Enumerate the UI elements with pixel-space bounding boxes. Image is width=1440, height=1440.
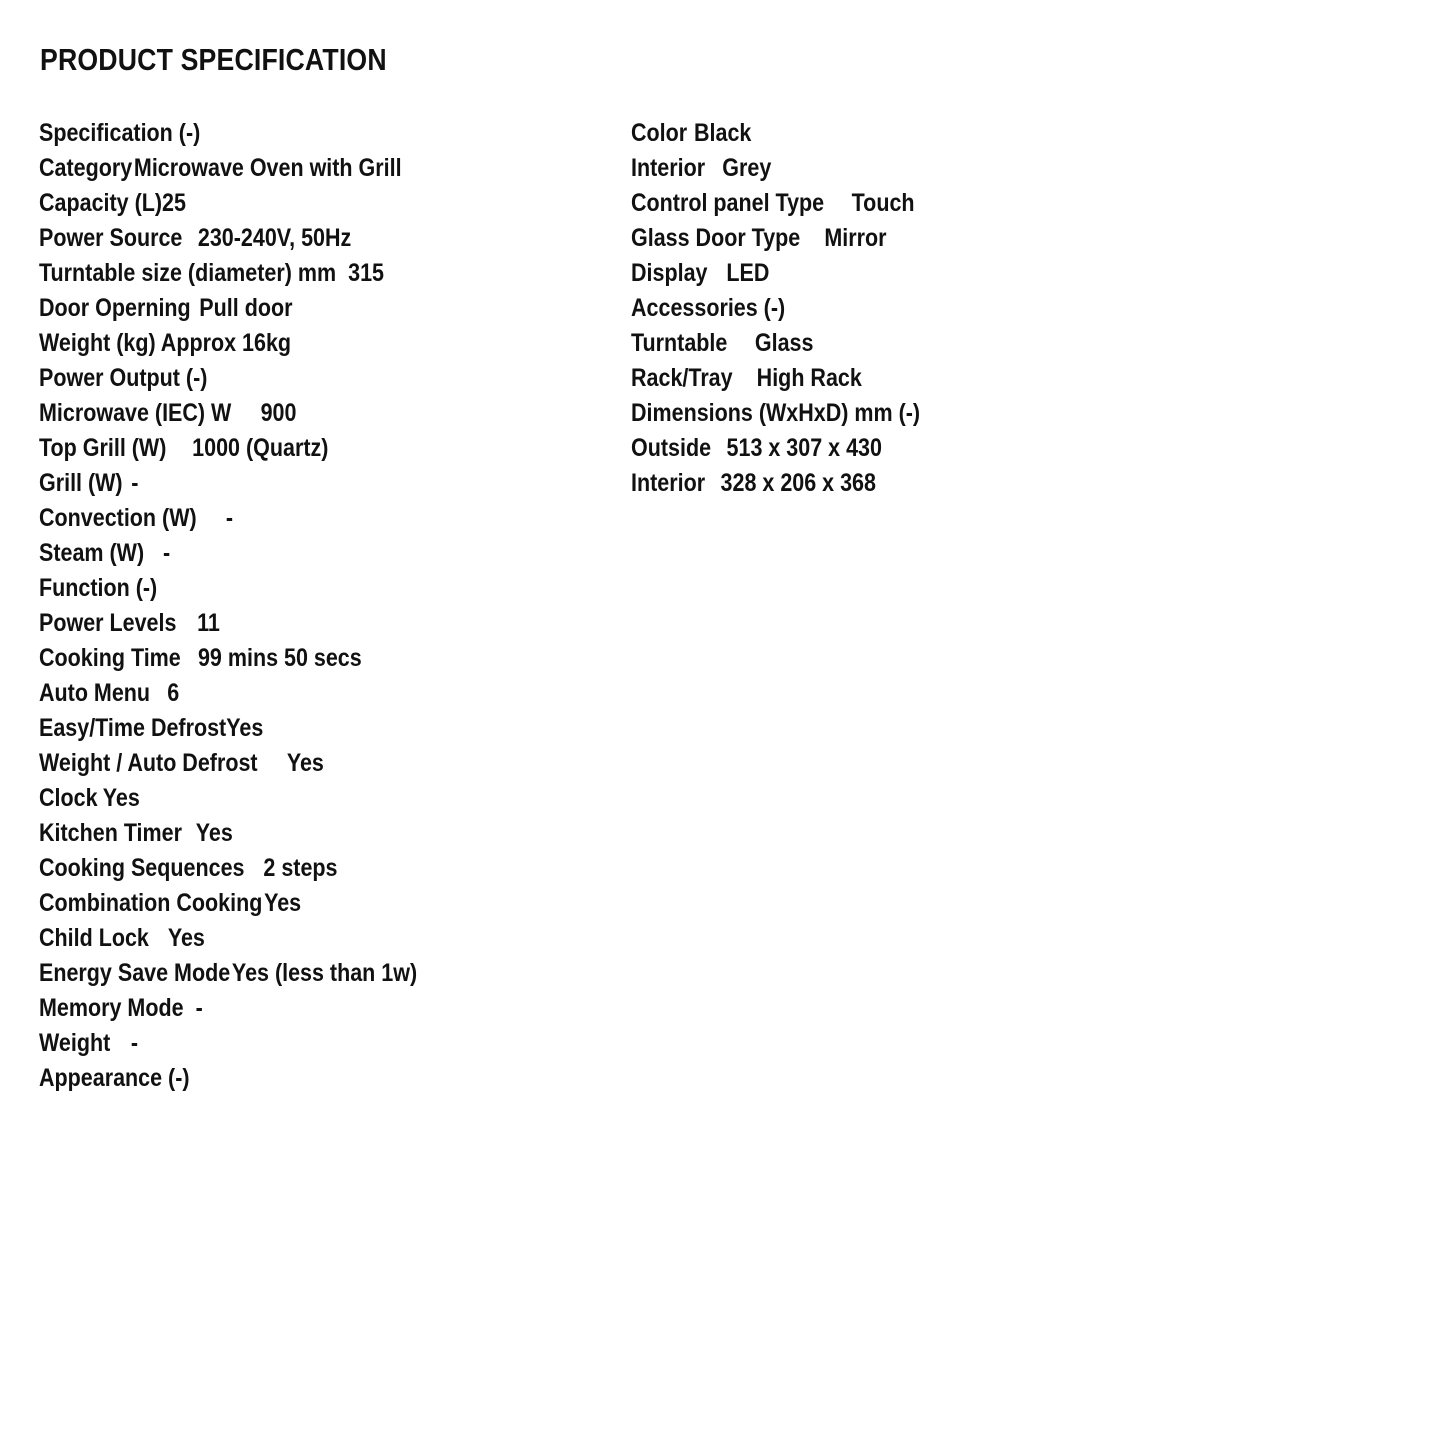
- spec-label: Clock: [39, 784, 98, 812]
- spec-row: [631, 221, 920, 256]
- spec-row: [39, 816, 417, 851]
- spec-value: 328 x 206 x 368: [720, 469, 876, 497]
- spec-label: Grill (W): [39, 469, 123, 497]
- spec-row: [39, 501, 417, 536]
- spec-label: Power Levels: [39, 609, 177, 637]
- spec-row: [39, 256, 417, 291]
- spec-value: 11: [197, 609, 220, 637]
- spec-label: Color: [631, 119, 688, 147]
- spec-label: Convection (W): [39, 504, 197, 532]
- spec-label: Auto Menu: [39, 679, 151, 707]
- spec-row: [39, 221, 417, 256]
- spec-label: Cooking Sequences: [39, 854, 245, 882]
- spec-value: 1000 (Quartz): [192, 434, 329, 462]
- spec-row: [39, 151, 417, 186]
- spec-value: Yes: [102, 784, 140, 812]
- spec-row: [39, 536, 417, 571]
- spec-label: Combination Cooking: [39, 889, 263, 917]
- spec-row: [631, 431, 920, 466]
- spec-label: Interior: [631, 469, 706, 497]
- spec-value: 900: [260, 399, 297, 427]
- spec-row: [39, 361, 417, 396]
- spec-value: Mirror: [824, 224, 887, 252]
- spec-label: Display: [631, 259, 708, 287]
- spec-row: [631, 396, 920, 431]
- spec-row: [39, 641, 417, 676]
- spec-label: Energy Save Mode: [39, 959, 231, 987]
- spec-label: Kitchen Timer: [39, 819, 182, 847]
- spec-value: -: [131, 469, 139, 497]
- spec-label: Specification (-): [39, 119, 201, 147]
- spec-label: Turntable size (diameter) mm: [39, 259, 337, 287]
- spec-row: [39, 886, 417, 921]
- spec-value: 6: [167, 679, 180, 707]
- spec-value: Black: [694, 119, 752, 147]
- spec-label: Child Lock: [39, 924, 149, 952]
- spec-row: [39, 186, 417, 221]
- spec-row: [631, 361, 920, 396]
- spec-row: [39, 781, 417, 816]
- spec-row: [39, 396, 417, 431]
- spec-label: Top Grill (W): [39, 434, 167, 462]
- spec-label: Memory Mode: [39, 994, 184, 1022]
- spec-row: [39, 571, 417, 606]
- spec-row: [631, 326, 920, 361]
- spec-list-right: [631, 116, 967, 501]
- spec-label: Turntable: [631, 329, 728, 357]
- spec-value: Approx 16kg: [160, 329, 292, 357]
- spec-row: [39, 116, 417, 151]
- spec-row: [39, 851, 417, 886]
- spec-row: [631, 291, 920, 326]
- spec-value: Microwave Oven with Grill: [133, 154, 402, 182]
- spec-label: Function (-): [39, 574, 158, 602]
- spec-row: [39, 921, 417, 956]
- spec-label: Capacity (L): [39, 189, 163, 217]
- spec-label: Glass Door Type: [631, 224, 801, 252]
- spec-row: [631, 116, 920, 151]
- spec-row: [39, 326, 417, 361]
- spec-value: Yes: [264, 889, 302, 917]
- spec-value: 230-240V, 50Hz: [197, 224, 352, 252]
- spec-value: Grey: [722, 154, 772, 182]
- spec-label: Interior: [631, 154, 706, 182]
- spec-label: Door Operning: [39, 294, 191, 322]
- spec-label: Accessories (-): [631, 294, 786, 322]
- spec-row: [39, 1061, 417, 1096]
- spec-value: Glass: [754, 329, 814, 357]
- spec-value: Touch: [851, 189, 915, 217]
- spec-row: [39, 606, 417, 641]
- spec-label: Appearance (-): [39, 1064, 190, 1092]
- spec-label: Rack/Tray: [631, 364, 733, 392]
- spec-label: Steam (W): [39, 539, 145, 567]
- spec-row: [39, 431, 417, 466]
- spec-value: 513 x 307 x 430: [726, 434, 882, 462]
- spec-value: High Rack: [756, 364, 862, 392]
- spec-label: Weight: [39, 1029, 111, 1057]
- spec-row: [631, 186, 920, 221]
- spec-value: -: [195, 994, 203, 1022]
- spec-value: LED: [726, 259, 770, 287]
- spec-row: [39, 746, 417, 781]
- spec-label: Microwave (IEC) W: [39, 399, 232, 427]
- spec-row: [39, 711, 417, 746]
- spec-value: -: [225, 504, 234, 532]
- spec-label: Power Output (-): [39, 364, 208, 392]
- spec-value: 25: [162, 189, 186, 217]
- spec-row: [39, 991, 417, 1026]
- spec-label: Weight / Auto Defrost: [39, 749, 258, 777]
- spec-value: Yes (less than 1w): [231, 959, 418, 987]
- spec-value: 315: [348, 259, 385, 287]
- spec-value: -: [163, 539, 171, 567]
- spec-value: 2 steps: [263, 854, 338, 882]
- page-title: PRODUCT SPECIFICATION: [40, 42, 387, 77]
- spec-row: [39, 291, 417, 326]
- spec-label: Weight (kg): [39, 329, 156, 357]
- spec-row: [39, 956, 417, 991]
- spec-value: Yes: [167, 924, 205, 952]
- spec-value: Yes: [286, 749, 324, 777]
- spec-value: 99 mins 50 secs: [197, 644, 362, 672]
- spec-value: Yes: [226, 714, 264, 742]
- spec-value: Yes: [195, 819, 233, 847]
- spec-row: [631, 466, 920, 501]
- spec-label: Easy/Time Defrost: [39, 714, 227, 742]
- spec-value: Pull door: [199, 294, 293, 322]
- spec-label: Control panel Type: [631, 189, 825, 217]
- spec-label: Power Source: [39, 224, 183, 252]
- spec-label: Cooking Time: [39, 644, 181, 672]
- spec-row: [631, 151, 920, 186]
- spec-label: Outside: [631, 434, 712, 462]
- spec-row: [631, 256, 920, 291]
- spec-row: [39, 676, 417, 711]
- spec-row: [39, 1026, 417, 1061]
- spec-row: [39, 466, 417, 501]
- spec-label: Category: [39, 154, 133, 182]
- spec-label: Dimensions (WxHxD) mm (-): [631, 399, 921, 427]
- spec-value: -: [130, 1029, 139, 1057]
- spec-list-left: [39, 116, 479, 1096]
